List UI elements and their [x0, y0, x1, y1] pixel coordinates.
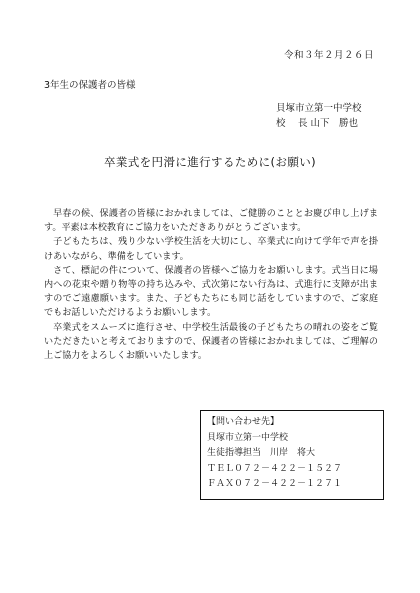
body-paragraph-closing: 卒業式をスムーズに進行させ、中学校生活最後の子どもたちの晴れの姿をご覧いただきたいと考えておりますので、保護者の皆様におかれましては、ご理解の上ご協力をよろしくお願いいたします。: [44, 322, 378, 362]
body-paragraph-request: さて、標記の件について、保護者の皆様へご協力をお願いします。式当日に場内への花束や贈り物等の持ち込みや、式次第にない行為は、式進行に支障が出ますのでご遠慮願います。また、子どもたちにも同じ話をしていますので、ご家庭でもお話しいただけるようお願いします。: [44, 265, 378, 319]
document-date: 令和３年２月２６日: [283, 50, 374, 61]
contact-fax: ＦＡＸ０７２－４２２－１２７１: [207, 479, 343, 489]
document-title: 卒業式を円滑に進行するために(お願い): [103, 155, 317, 169]
contact-school: 貝塚市立第一中学校: [207, 432, 289, 443]
contact-box: [200, 410, 384, 500]
sender-principal: 校 長 山下 勝也: [276, 118, 359, 129]
contact-heading: 【問い合わせ先】: [207, 417, 280, 427]
body-paragraph-preparation: 子どもたちは、残り少ない学校生活を大切にし、卒業式に向けて学年で声を掛けあいながら、準備をしています。: [44, 237, 378, 262]
contact-tel: ＴＥＬ０７２－４２２－１５２７: [207, 463, 343, 474]
body-paragraph-greeting: 早春の候、保護者の皆様におかれましては、ご健勝のこととお慶び申し上げます。平素は本校教育にご協力をいただきありがとうございます。: [44, 209, 378, 234]
contact-person: 生徒指導担当 川岸 将大: [207, 448, 316, 458]
sender-block: [276, 101, 362, 131]
letter-body: [44, 207, 378, 363]
sender-school: 貝塚市立第一中学校: [276, 103, 362, 114]
recipient-line: 3年生の保護者の皆様: [44, 80, 136, 91]
